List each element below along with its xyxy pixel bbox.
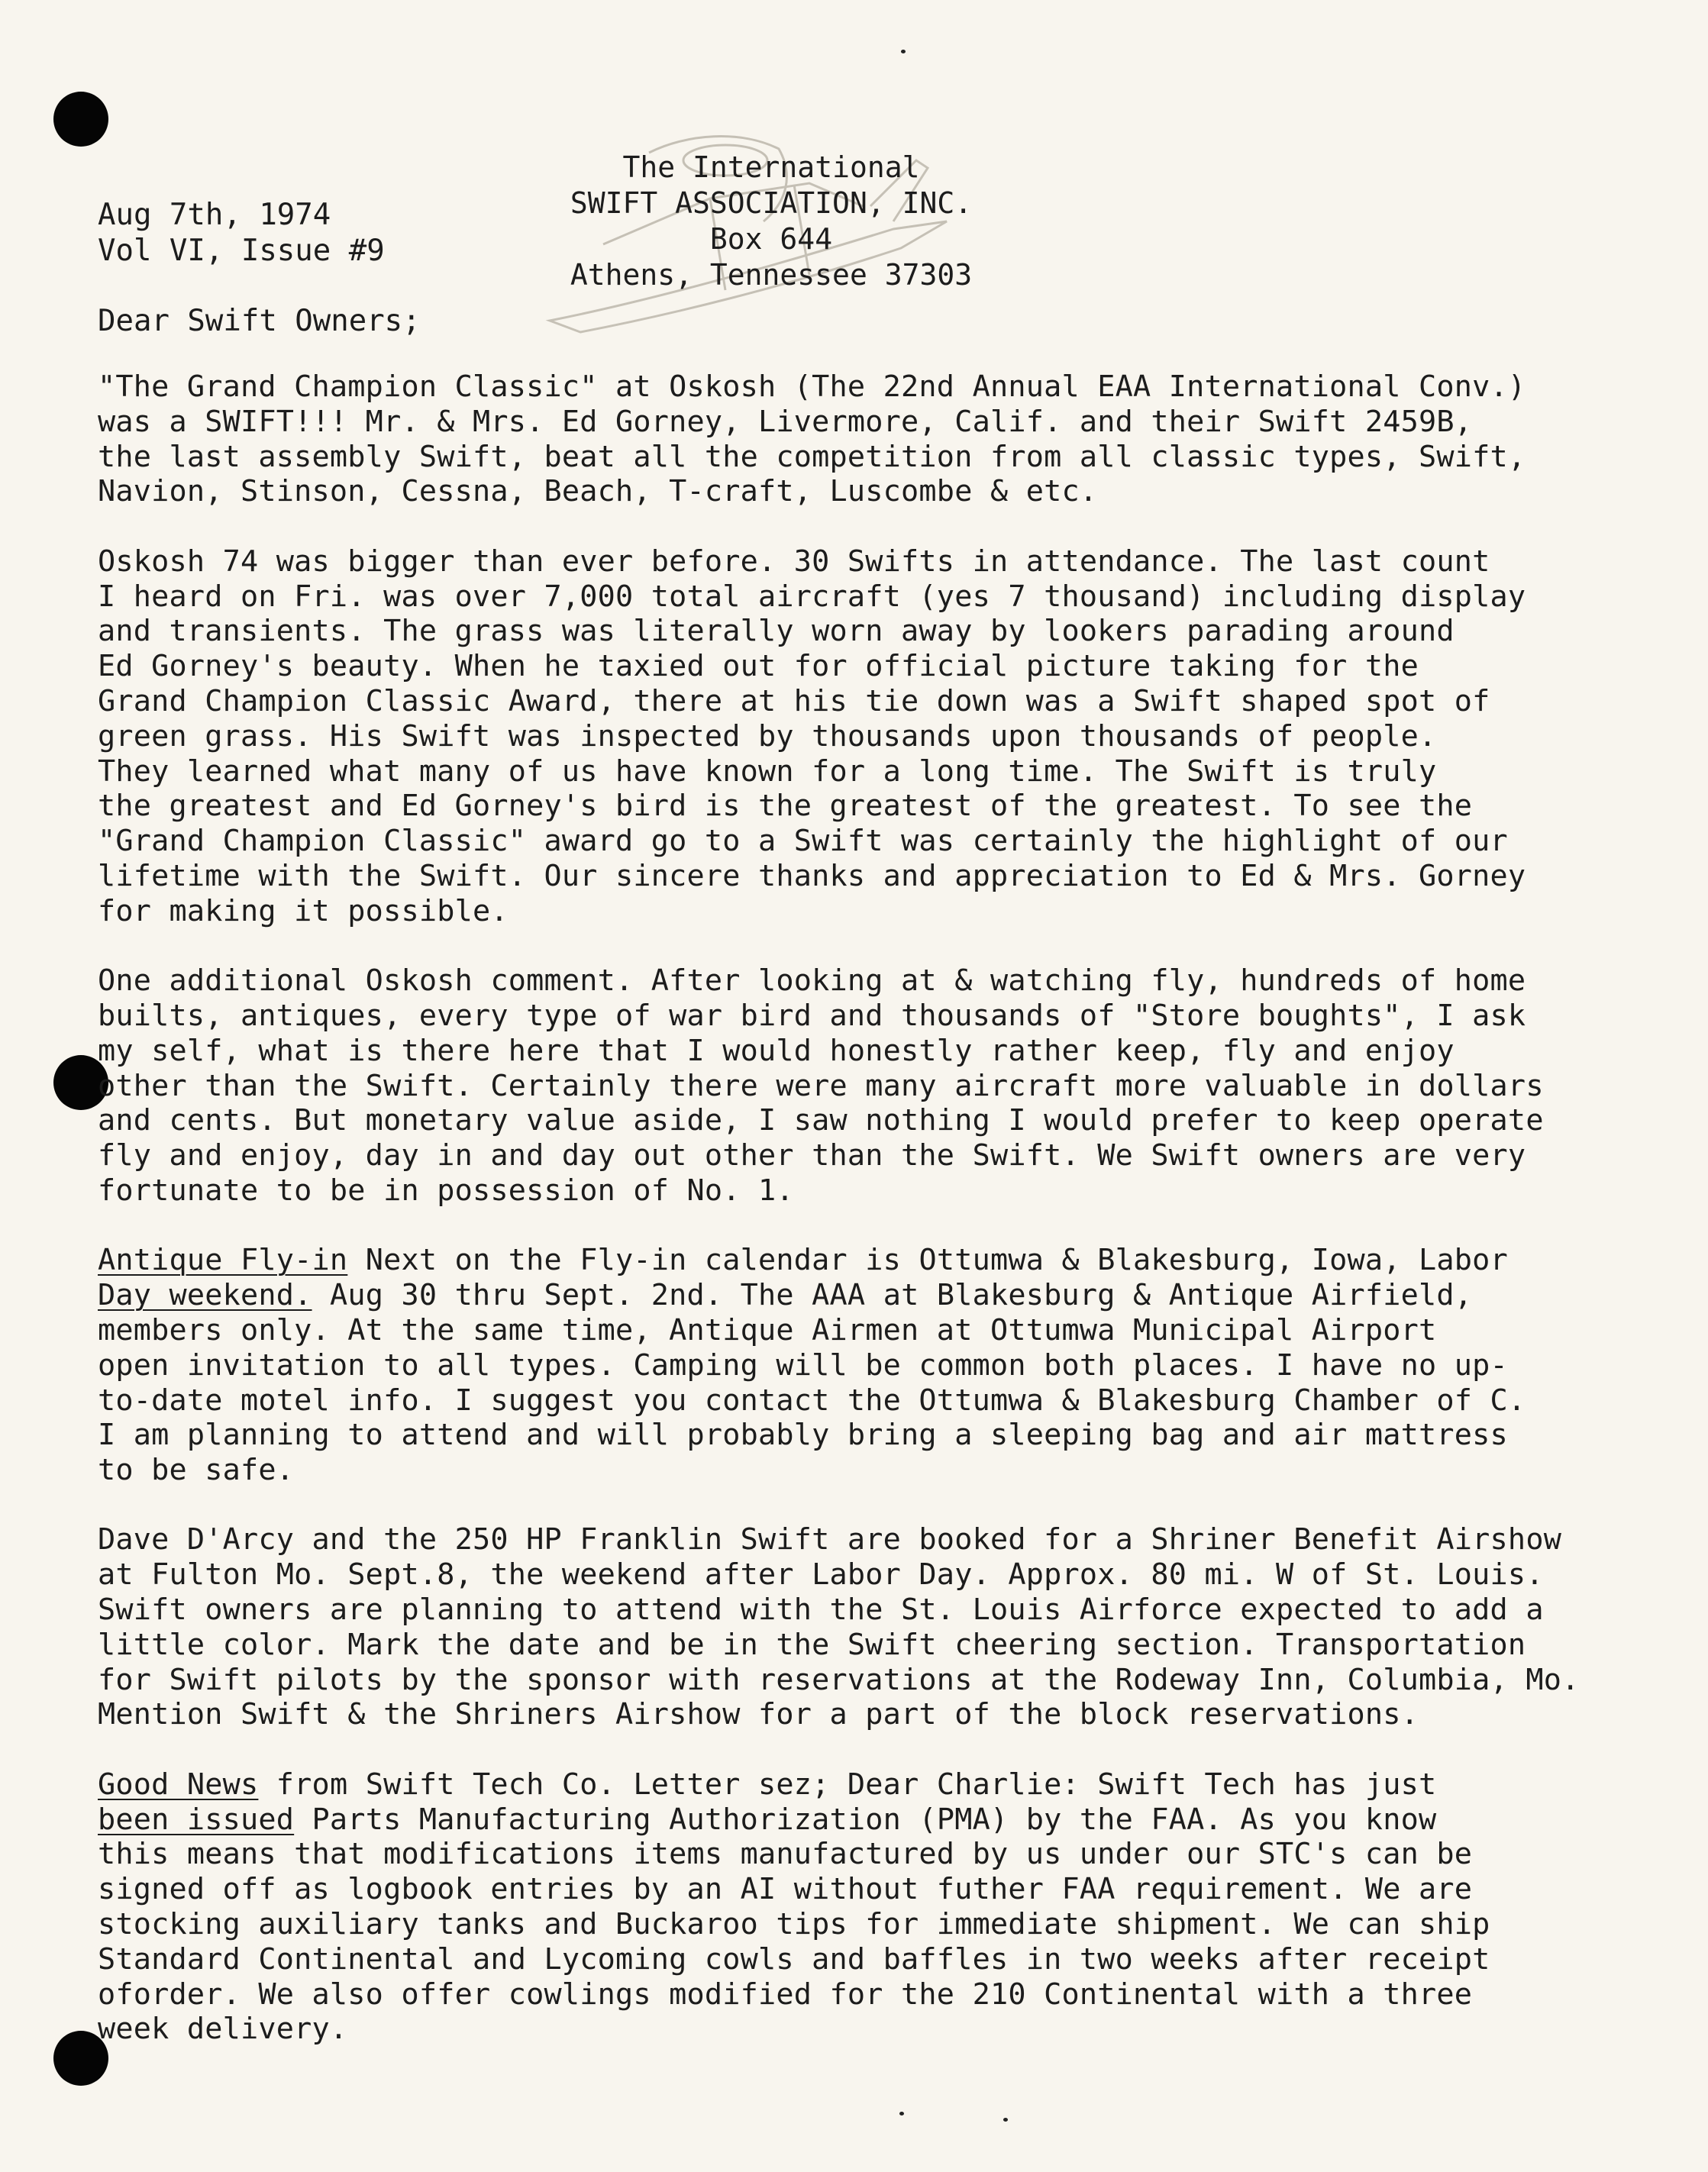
- text-line: week delivery.: [98, 2012, 348, 2047]
- letterhead-line-3: Box 644: [709, 222, 833, 256]
- section-heading-continued: been issued: [98, 1802, 295, 1837]
- section-heading-good-news: Good News: [98, 1767, 259, 1802]
- issue-volume: Vol VI, Issue #9: [98, 234, 385, 268]
- text-line: Oskosh 74 was bigger than ever before. 30 Swifts in attendance. The last count: [98, 544, 1490, 579]
- paragraph-oskosh-comment: [98, 963, 1579, 1209]
- text-line: my self, what is there here that I would honestly rather keep, fly and enjoy: [98, 1033, 1455, 1068]
- text-line: builts, antiques, every type of war bird and thousands of "Store boughts", I ask: [98, 998, 1526, 1033]
- text-segment: Aug 30 thru Sept. 2nd. The AAA at Blakesburg & Antique Airfield,: [312, 1278, 1473, 1313]
- punch-hole-top: [53, 92, 108, 147]
- text-line: this means that modifications items manufactured by us under our STC's can be: [98, 1837, 1473, 1872]
- section-heading-continued: Day weekend.: [98, 1278, 312, 1313]
- letter-body: [98, 370, 1579, 2082]
- text-line: and transients. The grass was literally worn away by lookers parading around: [98, 614, 1455, 649]
- text-line: Grand Champion Classic Award, there at his tie down was a Swift shaped spot of: [98, 683, 1490, 718]
- speck: [901, 50, 906, 53]
- text-line: oforder. We also offer cowlings modified for the 210 Continental with a three: [98, 1977, 1473, 2012]
- letterhead: [534, 150, 1008, 293]
- text-line: signed off as logbook entries by an AI without futher FAA requirement. We are: [98, 1872, 1473, 1907]
- text-line: little color. Mark the date and be in the Swift cheering section. Transportation: [98, 1627, 1526, 1662]
- text-line: members only. At the same time, Antique Airmen at Ottumwa Municipal Airport: [98, 1312, 1437, 1347]
- letterhead-line-2: SWIFT ASSOCIATION, INC.: [570, 186, 973, 220]
- text-line: other than the Swift. Certainly there were many aircraft more valuable in dollars: [98, 1068, 1544, 1103]
- paragraph-grand-champion: [98, 370, 1579, 509]
- speck: [899, 2112, 904, 2116]
- paragraph-antique-fly-in: [98, 1243, 1579, 1488]
- text-line: the greatest and Ed Gorney's bird is the greatest of the greatest. To see the: [98, 789, 1473, 824]
- text-line: "The Grand Champion Classic" at Oskosh (The 22nd Annual EAA International Conv.): [98, 370, 1526, 404]
- text-line: [98, 1802, 1579, 1838]
- text-line: stocking auxiliary tanks and Buckaroo tips for immediate shipment. We can ship: [98, 1907, 1490, 1942]
- text-line: green grass. His Swift was inspected by thousands upon thousands of people.: [98, 718, 1437, 754]
- text-line: to-date motel info. I suggest you contact the Ottumwa & Blakesburg Chamber of C.: [98, 1383, 1526, 1418]
- paragraph-oskosh-74: [98, 544, 1579, 929]
- text-line: fortunate to be in possession of No. 1.: [98, 1173, 794, 1208]
- text-line: to be safe.: [98, 1453, 295, 1488]
- text-line: I heard on Fri. was over 7,000 total aircraft (yes 7 thousand) including display: [98, 579, 1526, 614]
- speck: [1003, 2118, 1008, 2122]
- text-line: Navion, Stinson, Cessna, Beach, T-craft, Luscombe & etc.: [98, 474, 1098, 509]
- text-line: lifetime with the Swift. Our sincere thanks and appreciation to Ed & Mrs. Gorney: [98, 858, 1526, 893]
- text-line: Mention Swift & the Shriners Airshow for a part of the block reservations.: [98, 1697, 1419, 1732]
- section-heading-antique-fly-in: Antique Fly-in: [98, 1243, 348, 1278]
- text-line: the last assembly Swift, beat all the competition from all classic types, Swift,: [98, 439, 1526, 474]
- text-line: One additional Oskosh comment. After looking at & watching fly, hundreds of home: [98, 963, 1526, 999]
- letterhead-line-4: Athens, Tennessee 37303: [570, 258, 973, 292]
- text-line: Swift owners are planning to attend with the St. Louis Airforce expected to add a: [98, 1593, 1544, 1628]
- text-line: Dave D'Arcy and the 250 HP Franklin Swift are booked for a Shriner Benefit Airshow: [98, 1522, 1562, 1557]
- text-line: Standard Continental and Lycoming cowls and baffles in two weeks after receipt: [98, 1941, 1490, 1977]
- text-line: I am planning to attend and will probably bring a sleeping bag and air mattress: [98, 1418, 1508, 1453]
- text-line: and cents. But monetary value aside, I saw nothing I would prefer to keep operate: [98, 1103, 1544, 1138]
- text-segment: from Swift Tech Co. Letter sez; Dear Charlie: Swift Tech has just: [258, 1767, 1437, 1802]
- paragraph-shriner-airshow: [98, 1522, 1579, 1732]
- text-line: [98, 1278, 1579, 1313]
- paragraph-good-news: [98, 1767, 1579, 2047]
- text-line: for making it possible.: [98, 893, 509, 928]
- greeting: Dear Swift Owners;: [98, 304, 421, 338]
- text-line: Ed Gorney's beauty. When he taxied out for official picture taking for the: [98, 649, 1419, 684]
- text-line: open invitation to all types. Camping will be common both places. I have no up-: [98, 1347, 1508, 1383]
- dateline: [98, 197, 385, 269]
- letterhead-line-1: The International: [622, 150, 920, 184]
- issue-date: Aug 7th, 1974: [98, 198, 331, 232]
- text-line: They learned what many of us have known for a long time. The Swift is truly: [98, 754, 1437, 789]
- text-line: was a SWIFT!!! Mr. & Mrs. Ed Gorney, Livermore, Calif. and their Swift 2459B,: [98, 404, 1473, 439]
- text-segment: Next on the Fly-in calendar is Ottumwa & Blakesburg, Iowa, Labor: [347, 1243, 1508, 1278]
- text-line: at Fulton Mo. Sept.8, the weekend after Labor Day. Approx. 80 mi. W of St. Louis.: [98, 1557, 1544, 1593]
- text-line: "Grand Champion Classic" award go to a Swift was certainly the highlight of our: [98, 824, 1508, 859]
- text-line: fly and enjoy, day in and day out other than the Swift. We Swift owners are very: [98, 1138, 1526, 1173]
- text-line: [98, 1767, 1579, 1802]
- text-line: for Swift pilots by the sponsor with reservations at the Rodeway Inn, Columbia, Mo.: [98, 1662, 1580, 1697]
- text-segment: Parts Manufacturing Authorization (PMA) by the FAA. As you know: [294, 1802, 1437, 1837]
- text-line: [98, 1243, 1579, 1278]
